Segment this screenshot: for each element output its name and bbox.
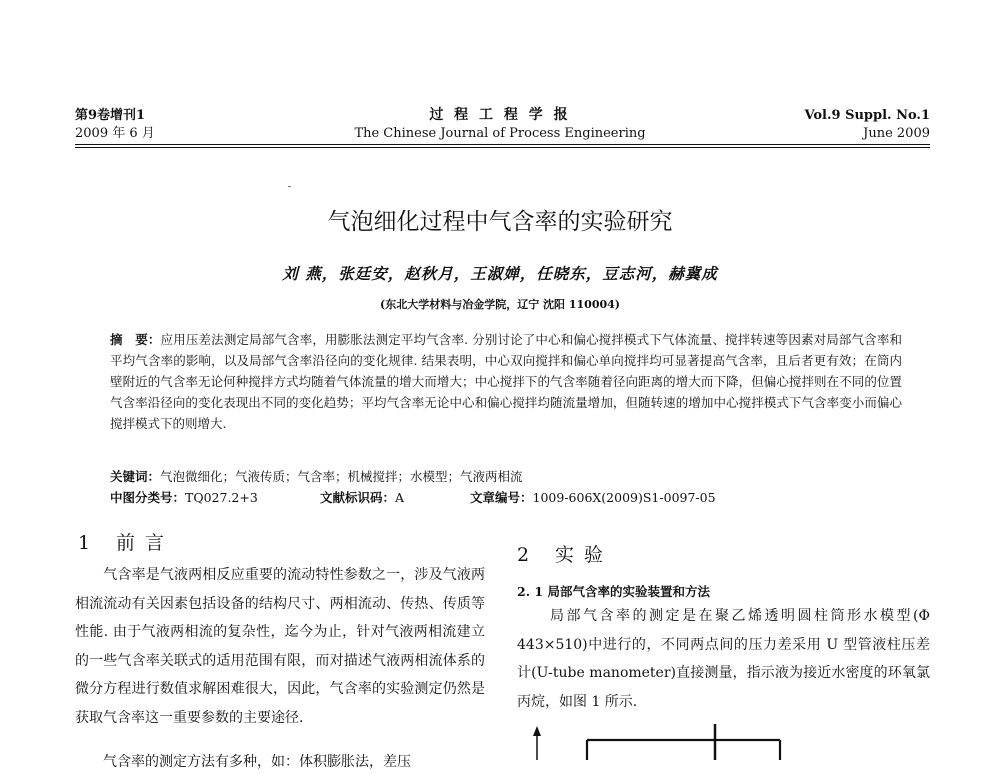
- figure-1-arrowhead: [533, 726, 541, 736]
- section-1-heading: [78, 528, 166, 555]
- section-1-paragraph: 气含率是气液两相反应重要的流动特性参数之一，涉及气液两相流流动有关因素包括设备的结构尺寸、两相流动、传热、传质等性能. 由于气液两相流的复杂性，迄今为止，针对气液两相流建立的一些气含率关联式的适用范围有限，而对描述气液两相流体系的微分方程进行数值求解困难很大，因此，气含率的实验测定仍然是获取气含率这一重要参数的主要途径.: [75, 567, 485, 726]
- doc-code-value: A: [395, 490, 405, 505]
- doc-code-label: 文献标识码：: [320, 490, 396, 505]
- section-2-heading: [517, 540, 605, 567]
- paper-affiliation: (东北大学材料与冶金学院，辽宁 沈阳 110004): [380, 298, 620, 311]
- clc-value: TQ027.2+3: [185, 490, 258, 505]
- clc-label: 中图分类号：: [110, 490, 186, 505]
- keywords-text: 气泡微细化；气液传质；气含率；机械搅拌；水模型；气液两相流: [160, 469, 523, 484]
- figure-1-apparatus: [525, 722, 905, 760]
- header-journal-cn: 过 程 工 程 学 报: [429, 107, 571, 123]
- paper-title: 气泡细化过程中气含率的实验研究: [327, 209, 673, 235]
- article-no-label: 文章编号：: [470, 490, 533, 505]
- header-date-en: June 2009: [863, 126, 930, 141]
- section-1-paragraph-2: 气含率的测定方法有多种，如：体积膨胀法，差压: [75, 754, 411, 770]
- header-date-cn: 2009 年 6 月: [75, 126, 155, 141]
- header-volume-cn: 第9卷增刊1: [75, 108, 146, 123]
- keywords-label: 关键词：: [110, 469, 161, 484]
- section-2-title: 实 验: [555, 544, 606, 566]
- abstract-label: 摘 要：: [110, 332, 161, 347]
- subsection-2-1-paragraph: 局部气含率的测定是在聚乙烯透明圆柱筒形水模型(Φ 443×510)中进行的，不同两点间的压力差采用 U 型管液柱压差计(U-tube manometer)直接测量，指示液为接近水密度的环氧氯丙烷，如图 1 所示.: [517, 608, 930, 710]
- section-1-title: 前 言: [116, 532, 167, 554]
- header-rule-top: [75, 144, 930, 145]
- paper-authors: 刘 燕，张廷安，赵秋月，王淑婵，任晓东，豆志河，赫冀成: [282, 264, 718, 283]
- keywords: [110, 467, 523, 485]
- abstract: [110, 329, 902, 434]
- abstract-text: 应用压差法测定局部气含率，用膨胀法测定平均气含率. 分别讨论了中心和偏心搅拌模式下气体流量、搅拌转速等因素对局部气含率和平均气含率的影响，以及局部气含率沿径向的变化规律. 结果表明，中心双向搅拌和偏心单向搅拌均可显著提高气含率，且后者更有效；在筒内壁附近的气含率无论何种搅拌方式均随着气体流量的增大而增大；中心搅拌下的气含率随着径向距离的增大而下降，但偏心搅拌则在不同的位置气含率沿径向的变化表现出不同的变化趋势；平均气含率无论中心和偏心搅拌均随流量增加，但随转速的增加中心搅拌模式下气含率变小而偏心搅拌模式下的则增大.: [110, 332, 902, 431]
- classification-line: [110, 488, 910, 506]
- header-rule-bottom: [75, 147, 930, 148]
- scan-speck: [288, 186, 291, 187]
- header-journal-en: The Chinese Journal of Process Engineering: [354, 126, 646, 141]
- section-2-number: 2: [517, 544, 532, 566]
- section-1-number: 1: [78, 532, 93, 554]
- header-volume-en: Vol.9 Suppl. No.1: [804, 108, 930, 123]
- subsection-2-1-heading: 2. 1 局部气含率的实验装置和方法: [517, 584, 710, 599]
- article-no-value: 1009-606X(2009)S1-0097-05: [532, 490, 716, 505]
